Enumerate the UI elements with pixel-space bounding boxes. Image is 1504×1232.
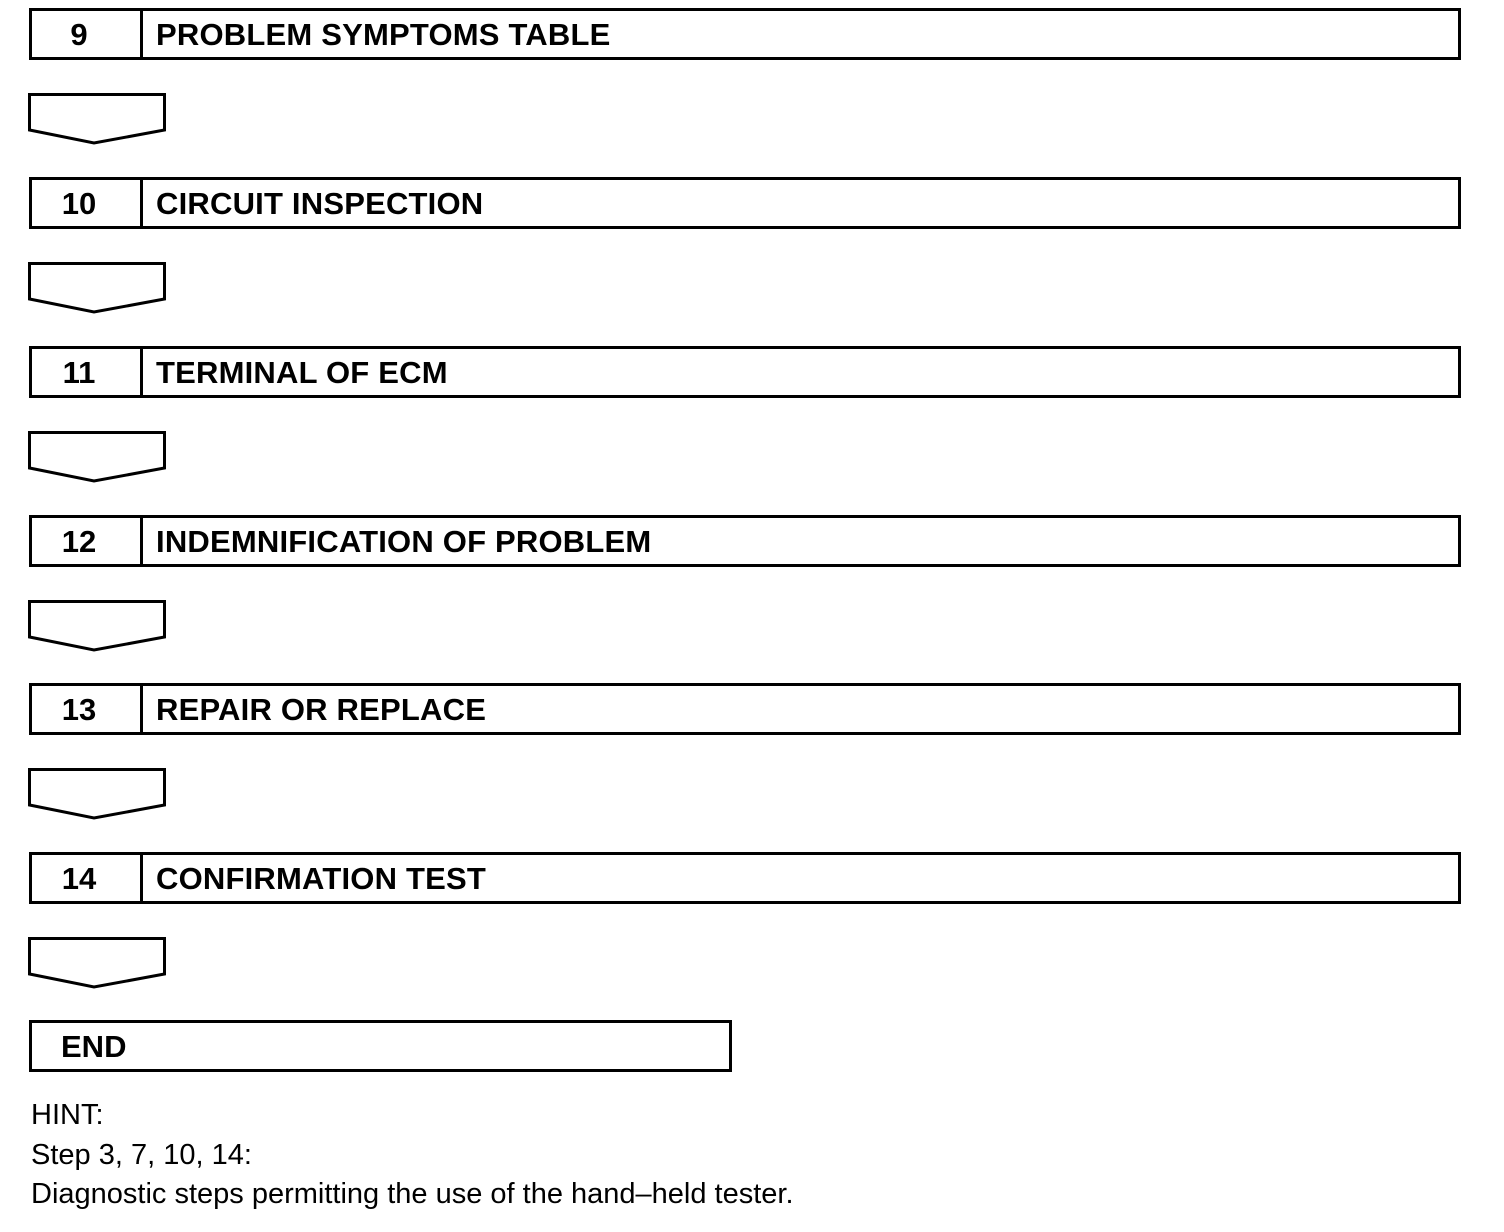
flow-step-13 [29, 683, 1461, 735]
flow-step-12 [29, 515, 1461, 567]
flow-step-11 [29, 346, 1461, 398]
step-number: 13 [32, 686, 143, 732]
step-title: REPAIR OR REPLACE [156, 691, 487, 727]
step-title: CIRCUIT INSPECTION [156, 185, 484, 221]
step-title: INDEMNIFICATION OF PROBLEM [156, 523, 652, 559]
down-arrow-icon [28, 262, 166, 314]
step-title: TERMINAL OF ECM [156, 354, 448, 390]
hint-description: Diagnostic steps permitting the use of the hand–held tester. [31, 1178, 794, 1210]
step-number: 14 [32, 855, 143, 901]
down-arrow-icon [28, 93, 166, 145]
flow-step-10 [29, 177, 1461, 229]
step-number: 11 [32, 349, 143, 395]
hint-heading: HINT: [31, 1099, 104, 1131]
flow-step-14 [29, 852, 1461, 904]
step-number: 12 [32, 518, 143, 564]
flow-end: END [29, 1020, 732, 1072]
down-arrow-icon [28, 937, 166, 989]
flow-step-9 [29, 8, 1461, 60]
step-title: CONFIRMATION TEST [156, 860, 487, 896]
step-number: 10 [32, 180, 143, 226]
down-arrow-icon [28, 600, 166, 652]
step-title: PROBLEM SYMPTOMS TABLE [156, 16, 611, 52]
step-number: 9 [32, 11, 143, 57]
down-arrow-icon [28, 768, 166, 820]
down-arrow-icon [28, 431, 166, 483]
hint-steps: Step 3, 7, 10, 14: [31, 1139, 252, 1171]
